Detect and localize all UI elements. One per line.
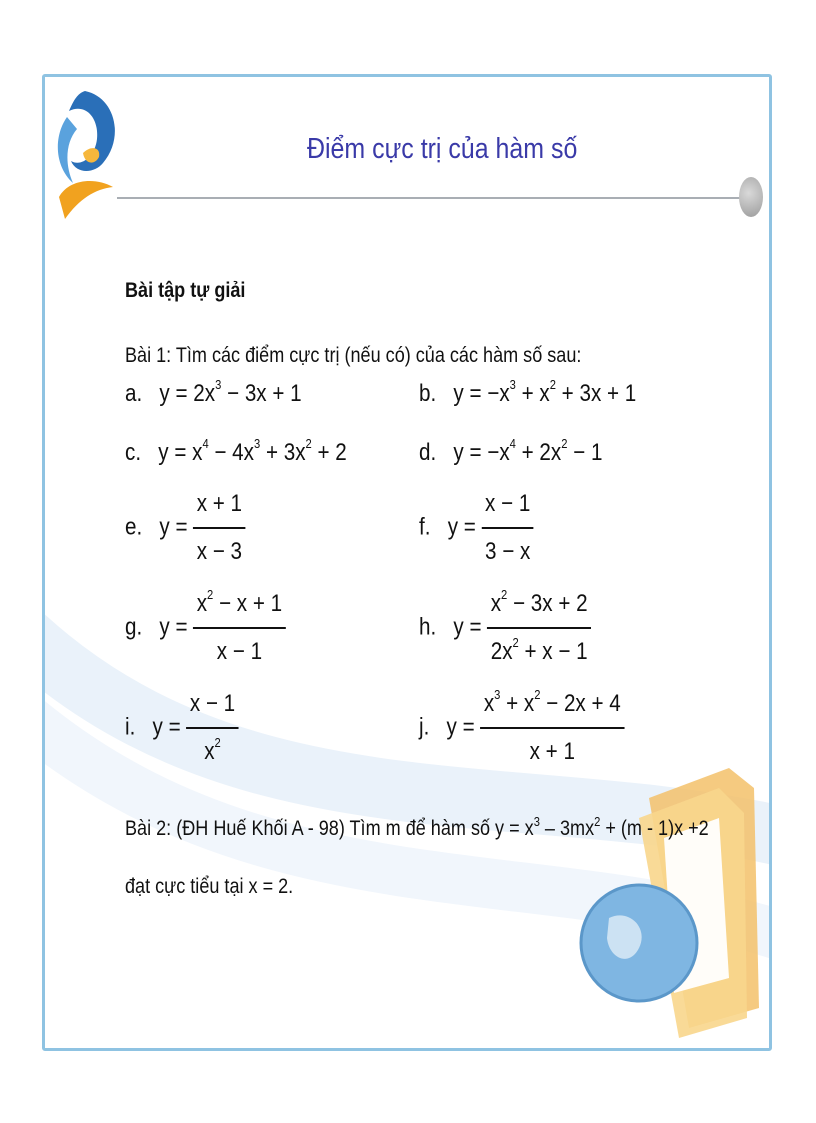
exercise-label: f.: [419, 513, 431, 541]
exercise-g: g. y = $\frac{x^2 - x + 1}{x - 1}$: [125, 589, 286, 667]
exercise-label: c.: [125, 439, 142, 466]
folder-globe-icon: [579, 758, 769, 1048]
slide: [42, 74, 772, 1051]
bai2-line2: đạt cực tiểu tại x = 2.: [125, 875, 294, 898]
exercise-h: h. y = $\frac{x^2 - 3x + 2}{2x^2 + x - 1}$: [419, 589, 591, 667]
section-heading: Bài tập tự giải: [125, 279, 246, 302]
exercise-label: g.: [125, 613, 143, 641]
exercise-label: a.: [125, 380, 143, 407]
exercise-label: e.: [125, 513, 143, 541]
exercise-label: d.: [419, 439, 437, 466]
fraction: $\frac{x - 1}{3 - x}$: [482, 489, 534, 567]
bai1-prompt: Bài 1: Tìm các điểm cực trị (nếu có) của các hàm số sau:: [125, 344, 582, 367]
bai2-line1: Bài 2: (ĐH Huế Khối A - 98) Tìm m để hàm số $y = x^3 - 3mx^2 + (m - 1)x +2$: [125, 814, 709, 840]
page-title: Điểm cực trị của hàm số: [307, 133, 578, 165]
exercise-f: f. y = $\frac{x - 1}{3 - x}$: [419, 489, 534, 567]
exercise-a: a. $y = 2x^3 - 3x + 1$: [125, 377, 302, 407]
fraction: $\frac{x^2 - 3x + 2}{2x^2 + x - 1}$: [487, 589, 591, 667]
exercise-c: c. $y = x^4 - 4x^3 + 3x^2 + 2$: [125, 436, 347, 466]
fraction: $\frac{x^2 - x + 1}{x - 1}$: [193, 589, 285, 667]
exercise-label: h.: [419, 613, 437, 641]
exercise-d: d. $y = -x^4 + 2x^2 - 1$: [419, 436, 603, 466]
fraction: $\frac{x + 1}{x - 3}$: [193, 489, 245, 567]
exercise-e: e. y = $\frac{x + 1}{x - 3}$: [125, 489, 245, 567]
exercise-b: b. $y = -x^3 + x^2 + 3x + 1$: [419, 377, 637, 407]
title-divider: [117, 197, 751, 199]
fraction: $\frac{x - 1}{x^2}$: [186, 689, 238, 767]
exercise-label: b.: [419, 380, 437, 407]
exercise-label: i.: [125, 713, 136, 741]
exercise-j: j. y = $\frac{x^3 + x^2 - 2x + 4}{x + 1}$: [419, 689, 624, 767]
swirl-logo-icon: [55, 87, 119, 223]
fraction: $\frac{x^3 + x^2 - 2x + 4}{x + 1}$: [480, 689, 624, 767]
exercise-label: j.: [419, 713, 430, 741]
exercise-i: i. y = $\frac{x - 1}{x^2}$: [125, 689, 239, 767]
divider-end-dot: [739, 177, 763, 217]
